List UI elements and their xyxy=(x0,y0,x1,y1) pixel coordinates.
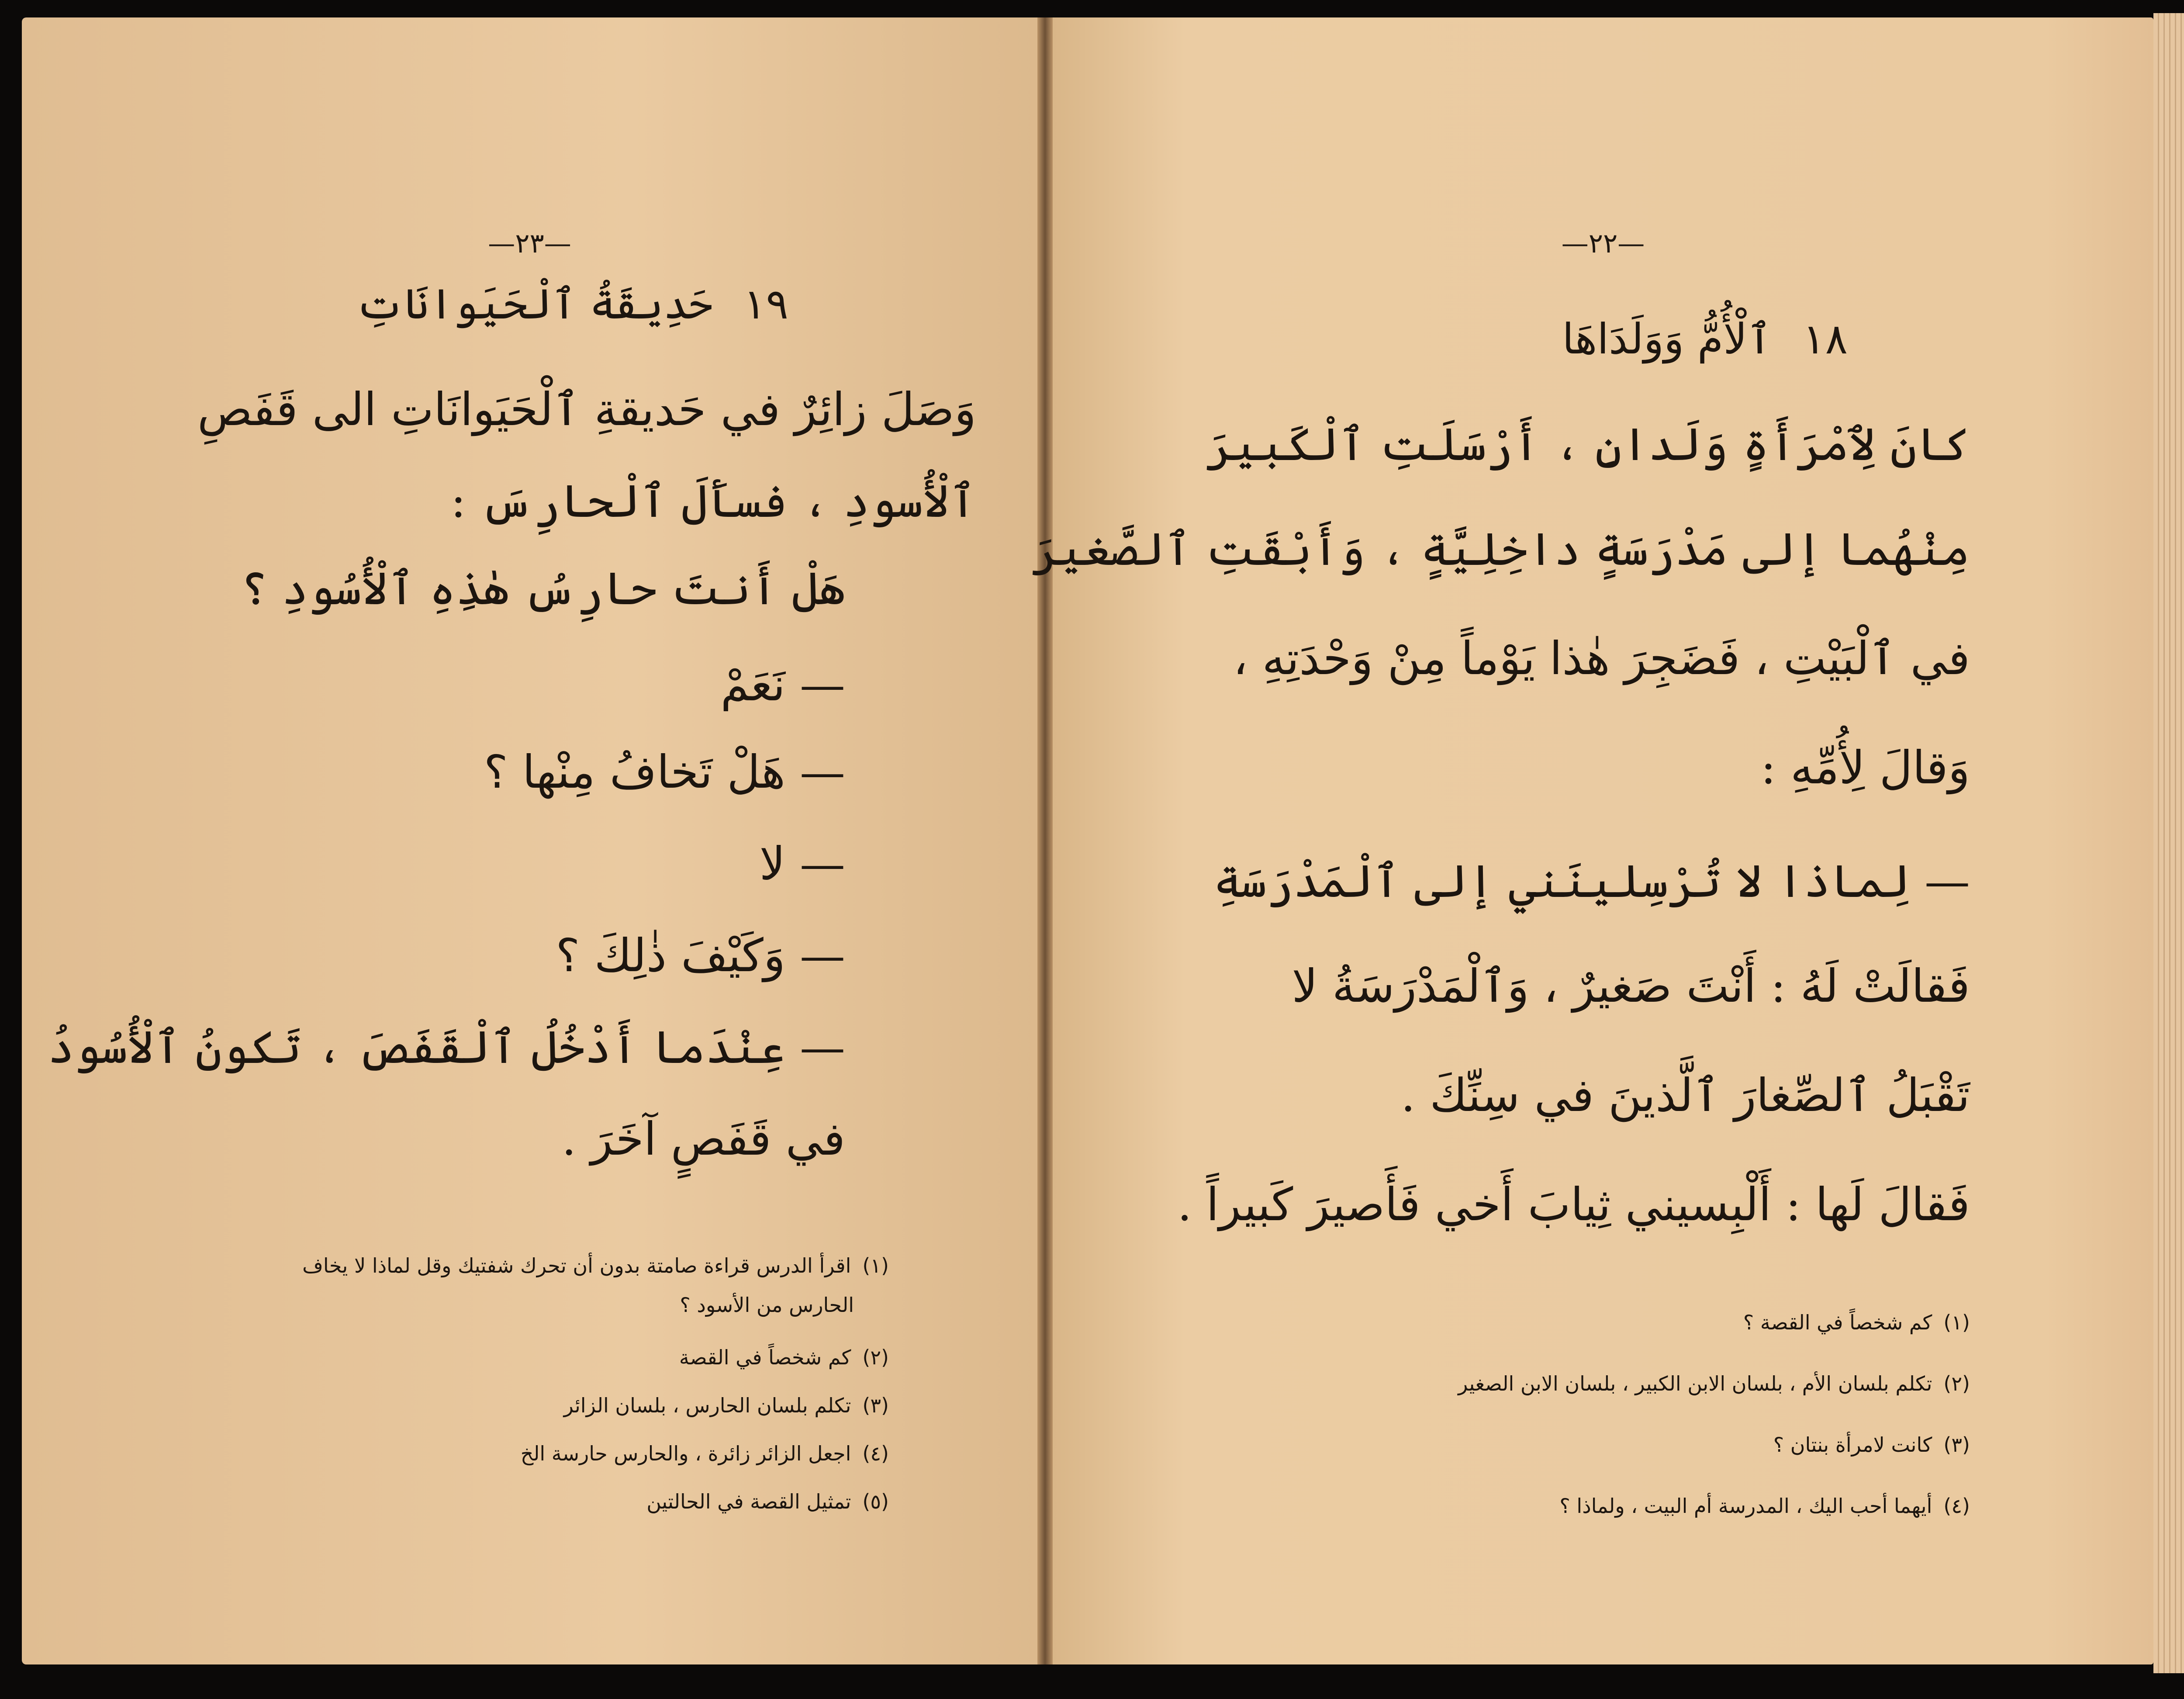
exercise-item xyxy=(564,1394,889,1418)
text-line: هَلْ أَنتَ حارِسُ هٰذِهِ ٱلْأُسُودِ ؟ xyxy=(240,562,845,615)
lesson-title xyxy=(355,280,788,329)
exercise-number: (٣) xyxy=(862,1394,889,1417)
text-line: وَصَلَ زائِرٌ في حَديقةِ ٱلْحَيَوانَاتِ الى قَفَصِ xyxy=(197,383,976,436)
exercise-number: (٤) xyxy=(1943,1494,1970,1518)
lesson-title-text: ٱلْأُمُّ وَوَلَدَاهَا xyxy=(1562,315,1772,363)
lesson-title xyxy=(1562,315,1848,363)
exercise-number: (٢) xyxy=(1943,1372,1970,1395)
exercise-text: كم شخصاً في القصة ؟ xyxy=(1743,1311,1932,1334)
exercise-text: تمثيل القصة في الحالتين xyxy=(646,1490,851,1513)
exercise-text: تكلم بلسان الحارس ، بلسان الزائر xyxy=(563,1394,851,1417)
exercise-text: تكلم بلسان الأم ، بلسان الابن الكبير ، بلسان الابن الصغير xyxy=(1458,1372,1932,1395)
exercise-item xyxy=(1559,1494,1970,1518)
exercise-item xyxy=(646,1490,889,1514)
dialogue-line: — هَلْ تَخافُ مِنْها ؟ xyxy=(484,745,845,799)
text-line: وَقالَ لِأُمِّهِ : xyxy=(1760,741,1970,794)
exercise-text: اقرأ الدرس قراءة صامتة بدون أن تحرك شفتيك وقل لماذا لا يخاف xyxy=(302,1254,851,1277)
exercise-text: اجعل الزائر زائرة ، والحارس حارسة الخ xyxy=(520,1442,851,1465)
exercise-text: كم شخصاً في القصة xyxy=(679,1346,851,1369)
text-line: ٱلْأُسودِ ، فسأَلَ ٱلْحارِسَ : xyxy=(450,474,976,528)
exercise-number: (١) xyxy=(862,1254,889,1277)
exercise-item xyxy=(1458,1372,1970,1396)
page-edges xyxy=(2153,13,2184,1673)
page-number: —٢٣— xyxy=(488,227,571,259)
text-line: كانَ لِٱمْرَأَةٍ وَلَدانِ ، أَرْسَلَتِ ٱلْكَبيرَ xyxy=(1206,418,1970,471)
text-line: مِنْهُما إلى مَدْرَسَةٍ داخِلِيَّةٍ ، وَأَبْقَتِ ٱلصَّغيرَ xyxy=(1031,523,1970,576)
exercise-number: (٤) xyxy=(862,1442,889,1465)
page-number: —٢٢— xyxy=(1561,227,1645,259)
exercise-number: (٣) xyxy=(1943,1433,1970,1457)
exercise-number: (٥) xyxy=(862,1490,889,1513)
exercise-continuation: الحارس من الأسود ؟ xyxy=(680,1293,854,1317)
right-page xyxy=(1031,17,2153,1664)
dialogue-line: — عِنْدَما أَدْخُلُ ٱلْقَفَصَ ، تَكونُ ٱلْأُسُودُ xyxy=(48,1021,845,1074)
dialogue-line: — لِماذا لا تُرْسِلينَني إلى ٱلْمَدْرَسَةِ xyxy=(1213,855,1970,908)
book-gutter xyxy=(1037,17,1053,1664)
lesson-number: ١٩ xyxy=(743,280,788,329)
text-line: فَقالَ لَها : أَلْبِسيني ثِيابَ أَخي فَأَصيرَ كَبيراً . xyxy=(1177,1178,1970,1231)
dialogue-line: — نَعَمْ xyxy=(720,658,845,711)
dialogue-line: — وَكَيْفَ ذٰلِكَ ؟ xyxy=(556,929,845,982)
exercise-number: (١) xyxy=(1943,1311,1970,1334)
text-line: في ٱلْبَيْتِ ، فَضَجِرَ هٰذا يَوْماً مِنْ وَحْدَتِهِ ، xyxy=(1233,632,1970,685)
left-page xyxy=(22,17,1037,1664)
lesson-number: ١٨ xyxy=(1802,315,1848,363)
exercise-number: (٢) xyxy=(862,1346,889,1369)
exercise-item xyxy=(1773,1433,1970,1457)
exercise-item xyxy=(1743,1311,1970,1335)
exercise-item xyxy=(521,1442,889,1466)
exercise-text: أيهما أحب اليك ، المدرسة أم البيت ، ولماذا ؟ xyxy=(1559,1494,1932,1518)
exercise-item xyxy=(302,1254,889,1278)
text-line: تَقْبَلُ ٱلصِّغارَ ٱلَّذينَ في سِنِّكَ . xyxy=(1401,1069,1970,1122)
lesson-title-text: حَدِيقَةُ ٱلْحَيَوانَاتِ xyxy=(355,280,713,329)
dialogue-line: — لا xyxy=(759,837,845,890)
text-line: في قَفَصٍ آخَرَ . xyxy=(562,1112,845,1166)
exercise-item xyxy=(679,1346,889,1370)
text-line: فَقالَتْ لَهُ : أَنْتَ صَغيرٌ ، وَٱلْمَدْرَسَةُ لا xyxy=(1292,959,1970,1013)
exercise-text: كانت لامرأة بنتان ؟ xyxy=(1773,1433,1932,1457)
